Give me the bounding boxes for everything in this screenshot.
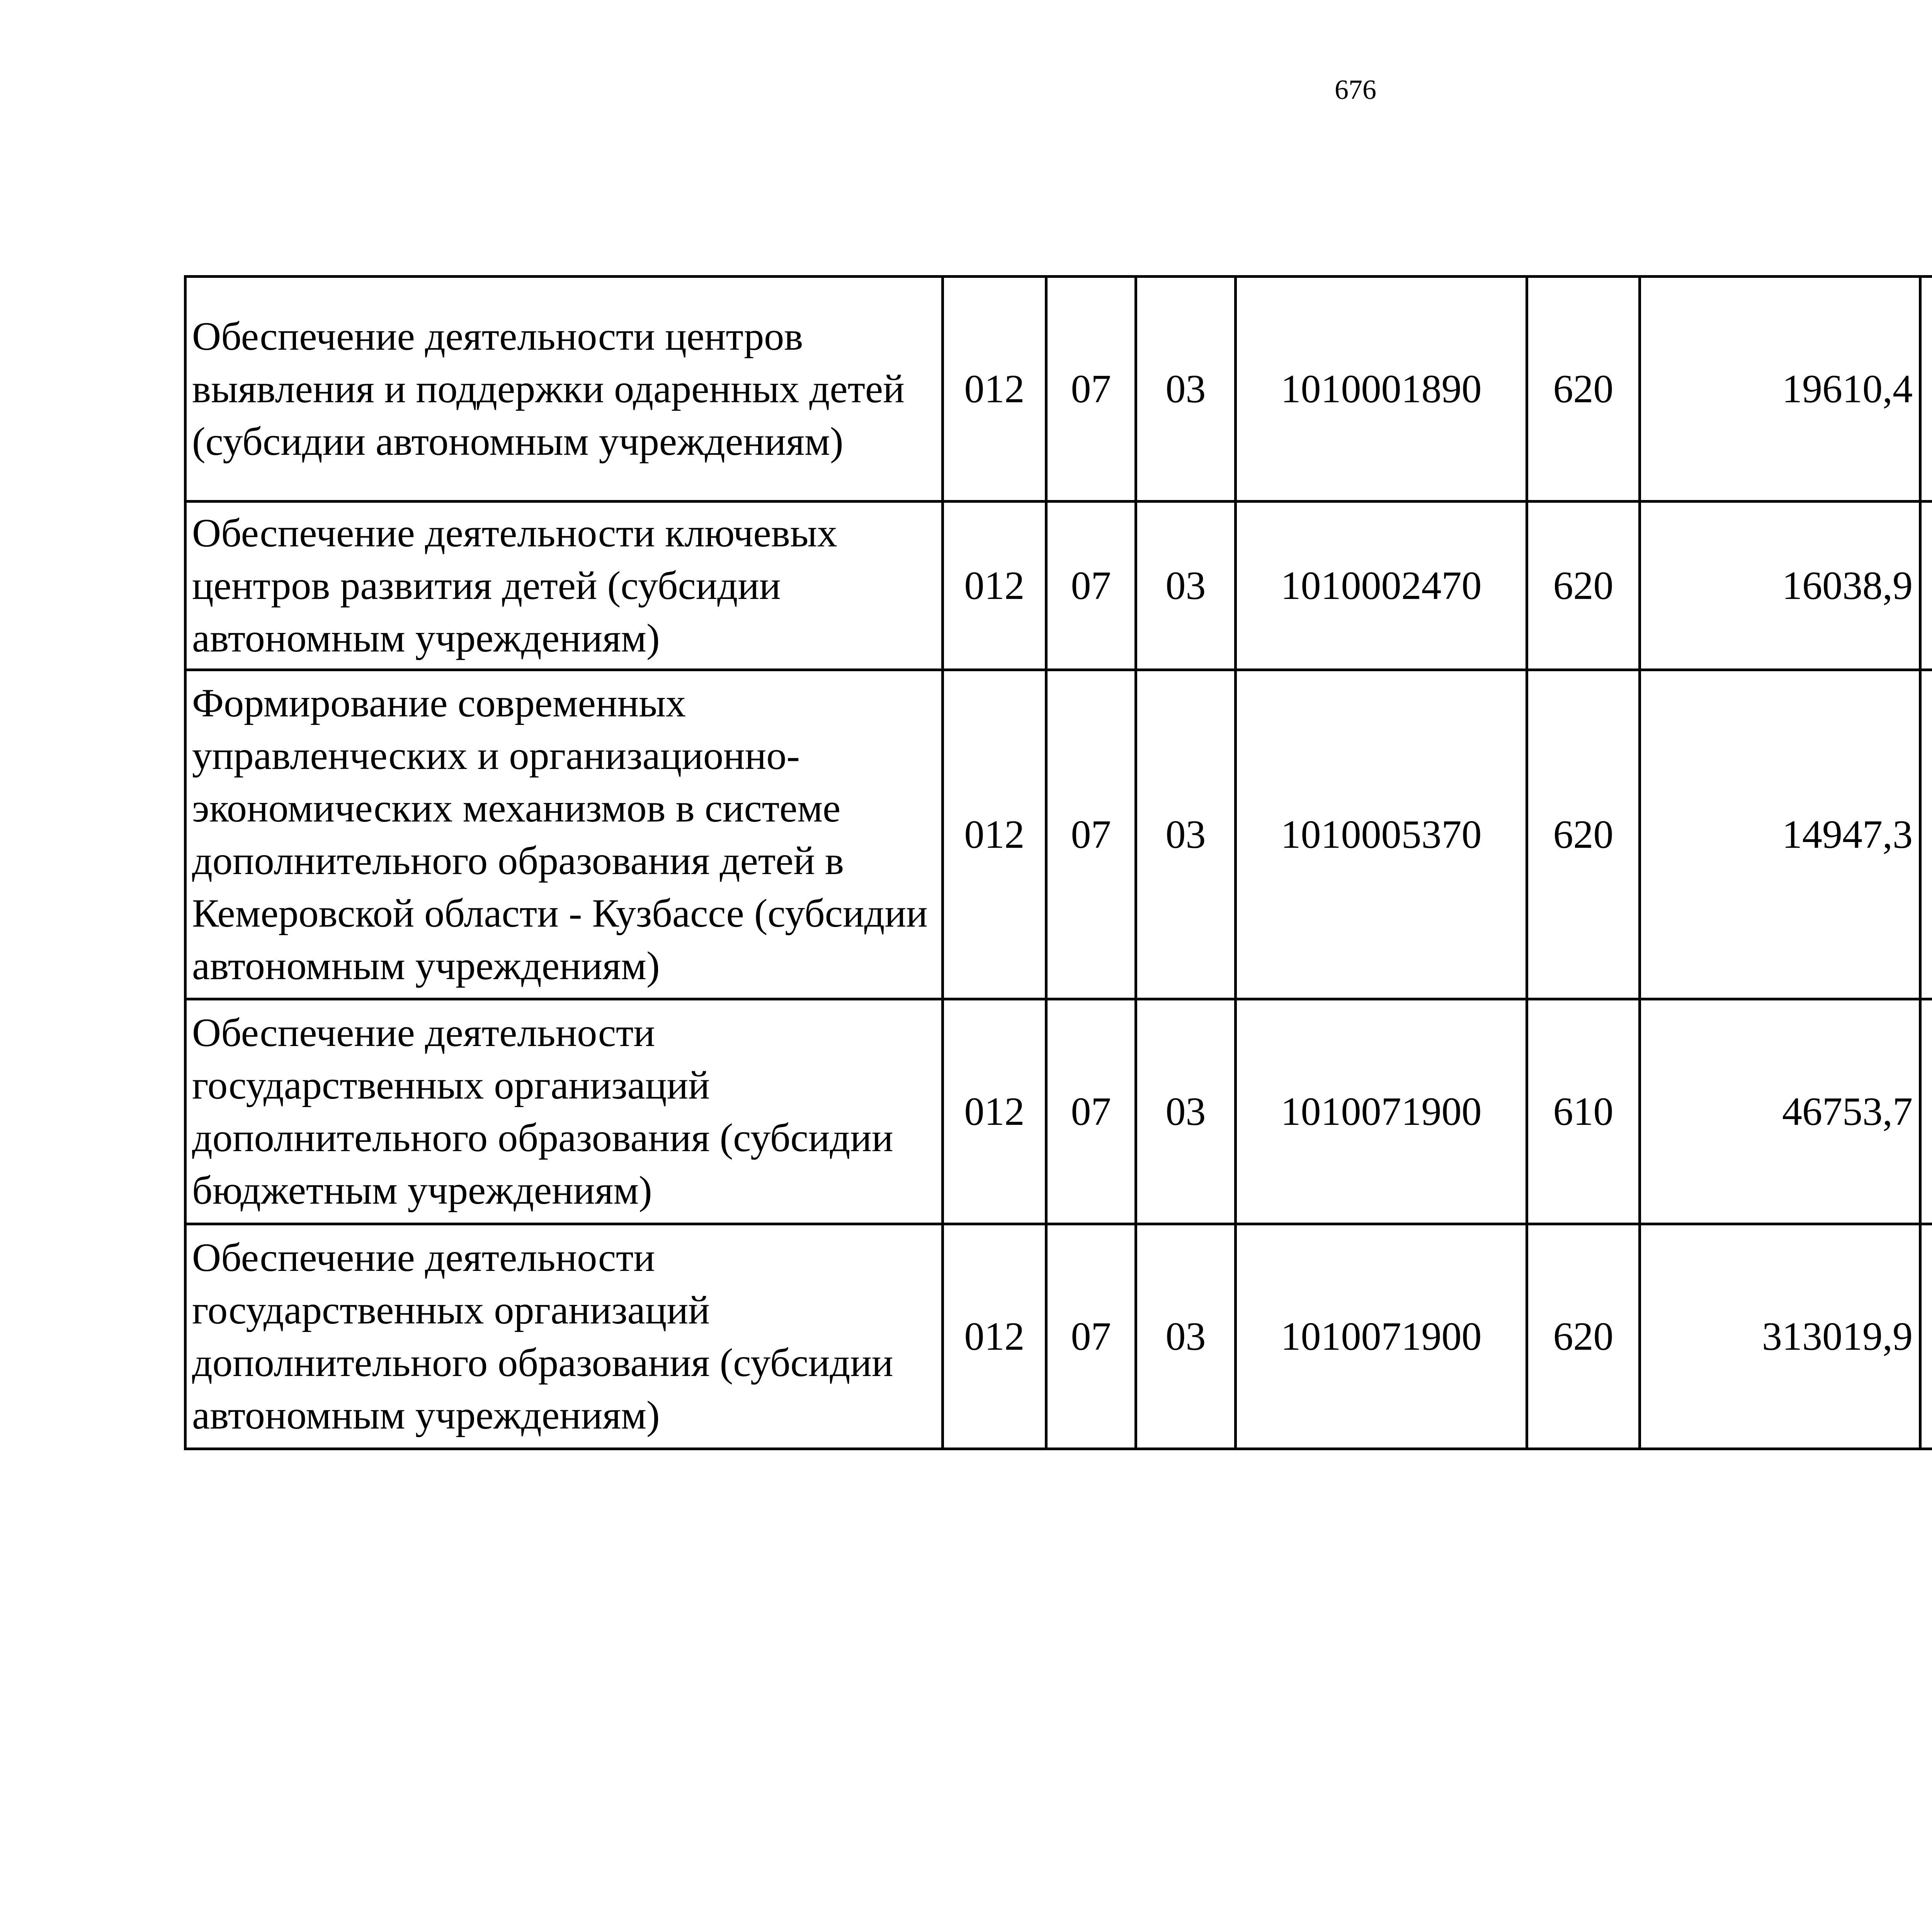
ministry-code-cell: 012 bbox=[943, 1224, 1046, 1449]
subsection-code-cell: 03 bbox=[1136, 1224, 1236, 1449]
section-code-cell: 07 bbox=[1046, 502, 1136, 670]
subsection-code-cell: 03 bbox=[1136, 670, 1236, 999]
table-row bbox=[185, 277, 1932, 502]
row-name-cell: Обеспечение деятельности ключевых центров развития детей (субсидии автономным учреждениям) bbox=[185, 502, 943, 670]
target-article-cell: 1010005370 bbox=[1236, 670, 1527, 999]
subsection-code-cell: 03 bbox=[1136, 502, 1236, 670]
amount-year-2-cell bbox=[1920, 277, 1932, 502]
target-article-cell: 1010002470 bbox=[1236, 502, 1527, 670]
section-code-cell: 07 bbox=[1046, 670, 1136, 999]
amount-year-2-cell bbox=[1920, 670, 1932, 999]
subsection-code-cell: 03 bbox=[1136, 277, 1236, 502]
expense-type-cell: 610 bbox=[1527, 999, 1640, 1224]
amount-year-2-cell bbox=[1920, 1224, 1932, 1449]
amount-year-1-cell: 19610,4 bbox=[1640, 277, 1920, 502]
table-row bbox=[185, 999, 1932, 1224]
budget-table bbox=[184, 275, 1932, 1450]
amount-year-2-cell bbox=[1920, 999, 1932, 1224]
section-code-cell: 07 bbox=[1046, 999, 1136, 1224]
ministry-code-cell: 012 bbox=[943, 999, 1046, 1224]
amount-year-1-cell: 14947,3 bbox=[1640, 670, 1920, 999]
section-code-cell: 07 bbox=[1046, 277, 1136, 502]
expense-type-cell: 620 bbox=[1527, 670, 1640, 999]
ministry-code-cell: 012 bbox=[943, 670, 1046, 999]
table-row bbox=[185, 1224, 1932, 1449]
expense-type-cell: 620 bbox=[1527, 502, 1640, 670]
row-name-cell: Формирование современных управленческих и организационно-экономических механизмов в системе дополнительного образования детей в Кемеровской области - Кузбассе (субсидии автономным учреждениям) bbox=[185, 670, 943, 999]
target-article-cell: 1010071900 bbox=[1236, 1224, 1527, 1449]
expense-type-cell: 620 bbox=[1527, 277, 1640, 502]
amount-year-1-cell: 16038,9 bbox=[1640, 502, 1920, 670]
expense-type-cell: 620 bbox=[1527, 1224, 1640, 1449]
row-name-cell: Обеспечение деятельности государственных организаций дополнительного образования (субсидии автономным учреждениям) bbox=[185, 1224, 943, 1449]
page-number: 676 bbox=[1335, 74, 1376, 105]
table-row bbox=[185, 670, 1932, 999]
target-article-cell: 1010001890 bbox=[1236, 277, 1527, 502]
ministry-code-cell: 012 bbox=[943, 277, 1046, 502]
amount-year-1-cell: 46753,7 bbox=[1640, 999, 1920, 1224]
amount-year-1-cell: 313019,9 bbox=[1640, 1224, 1920, 1449]
amount-year-2-cell bbox=[1920, 502, 1932, 670]
row-name-cell: Обеспечение деятельности центров выявления и поддержки одаренных детей (субсидии автономным учреждениям) bbox=[185, 277, 943, 502]
section-code-cell: 07 bbox=[1046, 1224, 1136, 1449]
ministry-code-cell: 012 bbox=[943, 502, 1046, 670]
row-name-cell: Обеспечение деятельности государственных организаций дополнительного образования (субсидии бюджетным учреждениям) bbox=[185, 999, 943, 1224]
table-row bbox=[185, 502, 1932, 670]
subsection-code-cell: 03 bbox=[1136, 999, 1236, 1224]
target-article-cell: 1010071900 bbox=[1236, 999, 1527, 1224]
